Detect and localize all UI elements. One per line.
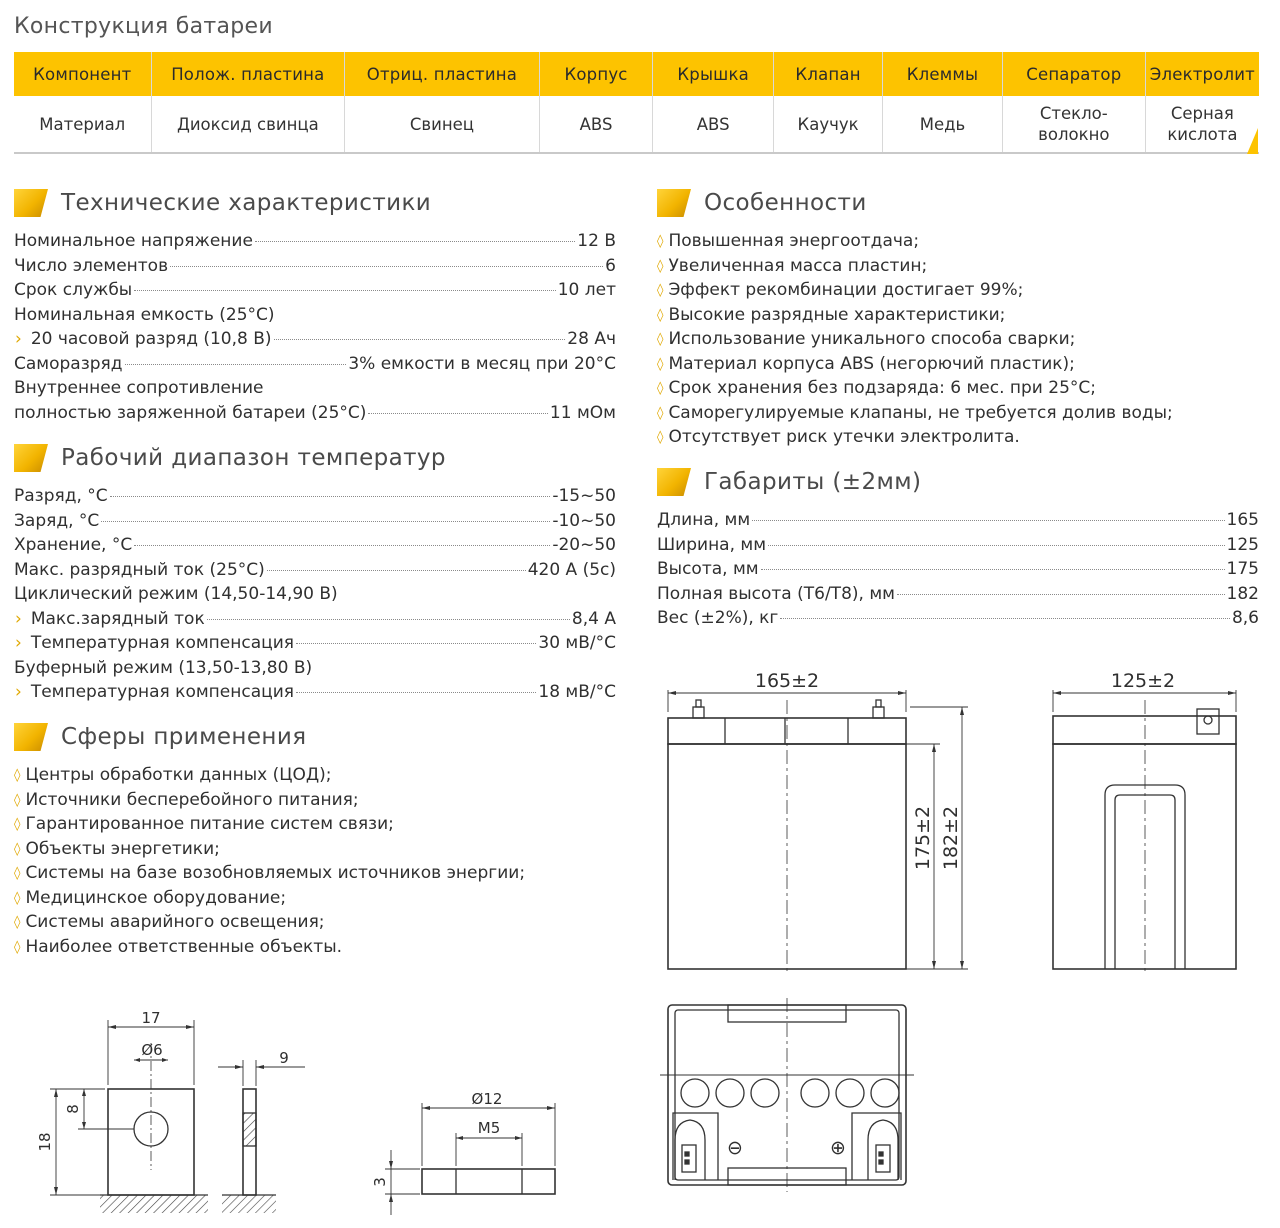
spec-label: Температурная компенсация (30, 682, 294, 702)
terminal-side-drawing (218, 1060, 305, 1213)
terminal-hole-height-label: 8 (64, 1104, 82, 1114)
table-cell: Материал (14, 96, 151, 153)
spec-value: 175 (1226, 559, 1259, 579)
nut-height-label: 3 (371, 1177, 389, 1187)
spec-label: Номинальное напряжение (14, 231, 253, 251)
spec-value: 6 (605, 255, 616, 276)
terminal-width-label: 17 (141, 1009, 161, 1027)
spec-label: Высота, мм (657, 559, 759, 579)
table-cell: Свинец (345, 96, 540, 153)
table-cell: ABS (653, 96, 774, 153)
spec-label: Саморазряд (14, 353, 123, 374)
table-header-cell: Клапан (774, 52, 883, 96)
spec-value: -20~50 (552, 535, 616, 555)
list-item-text: Наиболее ответственные объекты. (25, 936, 343, 957)
list-item-text: Медицинское оборудование; (25, 887, 287, 908)
side-view-drawing (1053, 690, 1236, 975)
spec-label: Буферный режим (13,50-13,80 В) (14, 657, 313, 678)
height-label: 175±2 (912, 805, 934, 871)
spec-label: Макс.зарядный ток (30, 608, 205, 629)
spec-value: 3% емкости в месяц при 20°С (348, 353, 616, 374)
spec-label: Заряд, °С (14, 510, 100, 531)
nut-thread-label: M5 (477, 1119, 501, 1137)
chevron-right-icon: › (15, 329, 22, 349)
spec-value: 12 В (577, 231, 616, 251)
tech-section-title: Технические характеристики (61, 190, 432, 216)
chevron-right-icon: › (15, 633, 22, 653)
table-header-cell: Компонент (14, 52, 151, 96)
diamond-bullet-icon: ◊ (657, 234, 664, 249)
top-view-drawing (660, 998, 914, 1192)
diamond-bullet-icon: ◊ (657, 258, 664, 274)
spec-label: Срок службы (14, 280, 133, 300)
chevron-right-icon: › (15, 682, 22, 702)
spec-label: Ширина, мм (657, 534, 767, 555)
list-item-text: Использование уникального способа сварки; (668, 329, 1076, 349)
side-width-label: 125±2 (1110, 670, 1176, 692)
spec-value: 30 мВ/°С (538, 633, 616, 653)
chevron-right-icon: › (15, 608, 22, 629)
diamond-bullet-icon: ◊ (657, 405, 664, 421)
spec-label: Внутреннее сопротивление (14, 378, 264, 398)
diamond-bullet-icon: ◊ (14, 890, 21, 906)
list-item-text: Саморегулируемые клапаны, не требуется долив воды; (668, 402, 1173, 423)
list-item-text: Высокие разрядные характеристики; (668, 304, 1006, 325)
table-header-cell: Сепаратор (1002, 52, 1145, 96)
spec-value: 182 (1226, 583, 1259, 604)
apps-section-title: Сферы применения (61, 724, 307, 750)
spec-label: Номинальная емкость (25°С) (14, 304, 275, 325)
spec-label: полностью заряженной батареи (25°С) (14, 402, 367, 423)
spec-label: Температурная компенсация (30, 633, 294, 653)
spec-value: 8,4 А (571, 608, 616, 629)
full-height-label: 182±2 (940, 805, 962, 871)
spec-value: 420 А (5с) (527, 559, 616, 580)
diamond-bullet-icon: ◊ (657, 356, 664, 372)
spec-value: 18 мВ/°С (538, 682, 616, 702)
list-item-text: Центры обработки данных (ЦОД); (25, 765, 332, 785)
list-item-text: Системы аварийного освещения; (25, 912, 325, 932)
plus-terminal-icon: ⊕ (830, 1137, 846, 1159)
table-header-cell: Клеммы (883, 52, 1003, 96)
table-header-cell: Электролит (1145, 52, 1259, 96)
spec-value: 11 мОм (549, 402, 616, 423)
diamond-bullet-icon: ◊ (14, 866, 21, 881)
diamond-bullet-icon: ◊ (14, 915, 21, 930)
spec-label: Хранение, °С (14, 535, 133, 555)
front-width-label: 165±2 (754, 670, 820, 692)
nut-drawing (385, 1103, 555, 1215)
spec-value: -10~50 (552, 510, 616, 531)
list-item-text: Повышенная энергоотдача; (668, 231, 920, 251)
list-item-text: Отсутствует риск утечки электролита. (668, 427, 1020, 447)
minus-terminal-icon: ⊖ (727, 1137, 743, 1159)
diamond-bullet-icon: ◊ (14, 817, 21, 832)
diamond-bullet-icon: ◊ (657, 332, 664, 347)
spec-label: Полная высота (Т6/Т8), мм (657, 583, 895, 604)
list-item-text: Источники бесперебойного питания; (25, 789, 359, 810)
page-title: Конструкция батареи (14, 14, 273, 39)
table-header-cell: Отриц. пластина (345, 52, 540, 96)
spec-label: Вес (±2%), кг (657, 608, 779, 628)
table-cell: ABS (539, 96, 653, 153)
list-item-text: Объекты энергетики; (25, 838, 220, 859)
table-header-cell: Крышка (653, 52, 774, 96)
temp-section-title: Рабочий диапазон температур (61, 445, 446, 471)
table-cell: Стекло- волокно (1002, 96, 1145, 153)
table-cell: Диоксид свинца (151, 96, 345, 153)
spec-value: 10 лет (557, 280, 616, 300)
spec-value: 28 Ач (567, 329, 616, 349)
spec-value: -15~50 (552, 486, 616, 506)
nut-outer-label: Ø12 (471, 1090, 503, 1108)
spec-label: Длина, мм (657, 510, 751, 530)
terminal-hole-label: Ø6 (141, 1041, 163, 1059)
table-header-cell: Полож. пластина (151, 52, 345, 96)
dims-section-title: Габариты (±2мм) (704, 469, 922, 495)
spec-label: Циклический режим (14,50-14,90 В) (14, 584, 338, 604)
terminal-height-label: 18 (36, 1132, 54, 1152)
list-item-text: Системы на базе возобновляемых источников энергии; (25, 863, 526, 883)
list-item-text: Эффект рекомбинации достигает 99%; (668, 280, 1024, 300)
table-cell: Каучук (774, 96, 883, 153)
features-section-title: Особенности (704, 190, 867, 216)
diamond-bullet-icon: ◊ (657, 307, 664, 323)
terminal-front-drawing (50, 1020, 208, 1213)
list-item-text: Увеличенная масса пластин; (668, 255, 928, 276)
spec-value: 165 (1226, 510, 1259, 530)
diamond-bullet-icon: ◊ (14, 939, 21, 955)
diamond-bullet-icon: ◊ (657, 381, 664, 396)
list-item-text: Срок хранения без подзаряда: 6 мес. при 25°С; (668, 378, 1096, 398)
table-cell: Медь (883, 96, 1003, 153)
spec-label: Макс. разрядный ток (25°С) (14, 559, 265, 580)
diamond-bullet-icon: ◊ (657, 430, 664, 445)
spec-label: 20 часовой разряд (10,8 В) (30, 329, 272, 349)
diamond-bullet-icon: ◊ (657, 283, 664, 298)
spec-label: Число элементов (14, 255, 169, 276)
terminal-thickness-label: 9 (279, 1049, 289, 1067)
spec-label: Разряд, °С (14, 486, 108, 506)
spec-value: 8,6 (1231, 608, 1259, 628)
list-item-text: Гарантированное питание систем связи; (25, 814, 394, 834)
diamond-bullet-icon: ◊ (14, 792, 21, 808)
list-item-text: Материал корпуса ABS (негорючий пластик); (668, 353, 1075, 374)
diamond-bullet-icon: ◊ (14, 768, 21, 783)
spec-value: 125 (1226, 534, 1259, 555)
table-header-cell: Корпус (539, 52, 653, 96)
table-cell: Серная кислота (1145, 96, 1259, 153)
diamond-bullet-icon: ◊ (14, 841, 21, 857)
